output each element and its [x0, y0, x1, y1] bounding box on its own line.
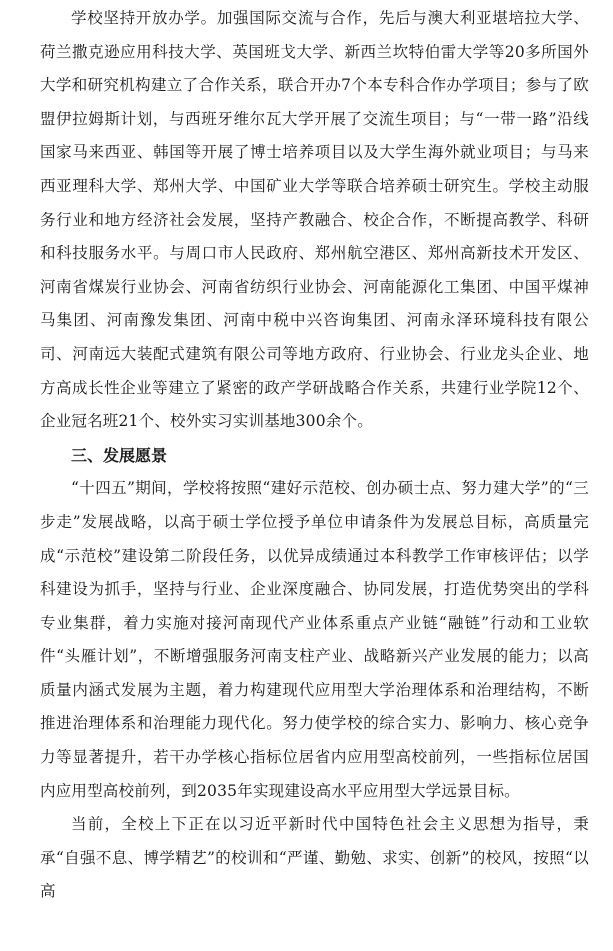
paragraph-current-guidance: 当前，全校上下正在以习近平新时代中国特色社会主义思想为指导，秉承“自强不息、博学精艺”的校训和“严谨、勤勉、求实、创新”的校风，按照“以高	[40, 815, 589, 901]
section-heading-development-vision: 三、发展愿景	[71, 445, 168, 465]
paragraph-14th-five-year-plan: “十四五”期间，学校将按照“建好示范校、创办硕士点、努力建大学”的“三步走”发展战略，以高于硕士学位授予单位申请条件为发展总目标，高质量完成“示范校”建设第二阶段任务，以优异成绩通过本科教学工作审核评估；以学科建设为抓手，坚持与行业、企业深度融合、协同发展，打造优势突出的学科专业集群，着力实施对接河南现代产业体系重点产业链“融链”行动和工业软件“头雁计划”，不断增强服务河南支柱产业、战略新兴产业发展的能力；以高质量内涵式发展为主题，着力构建现代应用型大学治理体系和治理结构，不断推进治理体系和治理能力现代化。努力使学校的综合实力、影响力、核心竞争力等显著提升，若干办学核心指标位居省内应用型高校前列，一些指标位居国内应用型高校前列，到2035年实现建设高水平应用型大学远景目标。	[40, 479, 589, 800]
paragraph-open-education: 学校坚持开放办学。加强国际交流与合作，先后与澳大利亚堪培拉大学、荷兰撒克逊应用科技大学、英国班戈大学、新西兰坎特伯雷大学等20多所国外大学和研究机构建立了合作关系，联合开办7个本专科合作办学项目；参与了欧盟伊拉姆斯计划，与西班牙维尔瓦大学开展了交流生项目；与“一带一路”沿线国家马来西亚、韩国等开展了博士培养项目以及大学生海外就业项目；与马来西亚理科大学、郑州大学、中国矿业大学等联合培养硕士研究生。学校主动服务行业和地方经济社会发展，坚持产教融合、校企合作，不断提高教学、科研和科技服务水平。与周口市人民政府、郑州航空港区、郑州高新技术开发区、河南省煤炭行业协会、河南省纺织行业协会、河南能源化工集团、中国平煤神马集团、河南豫发集团、河南中税中兴咨询集团、河南永泽环境科技有限公司、河南远大装配式建筑有限公司等地方政府、行业协会、行业龙头企业、地方高成长性企业等建立了紧密的政产学研战略合作关系，共建行业学院12个、企业冠名班21个、校外实习实训基地300余个。	[40, 9, 589, 431]
